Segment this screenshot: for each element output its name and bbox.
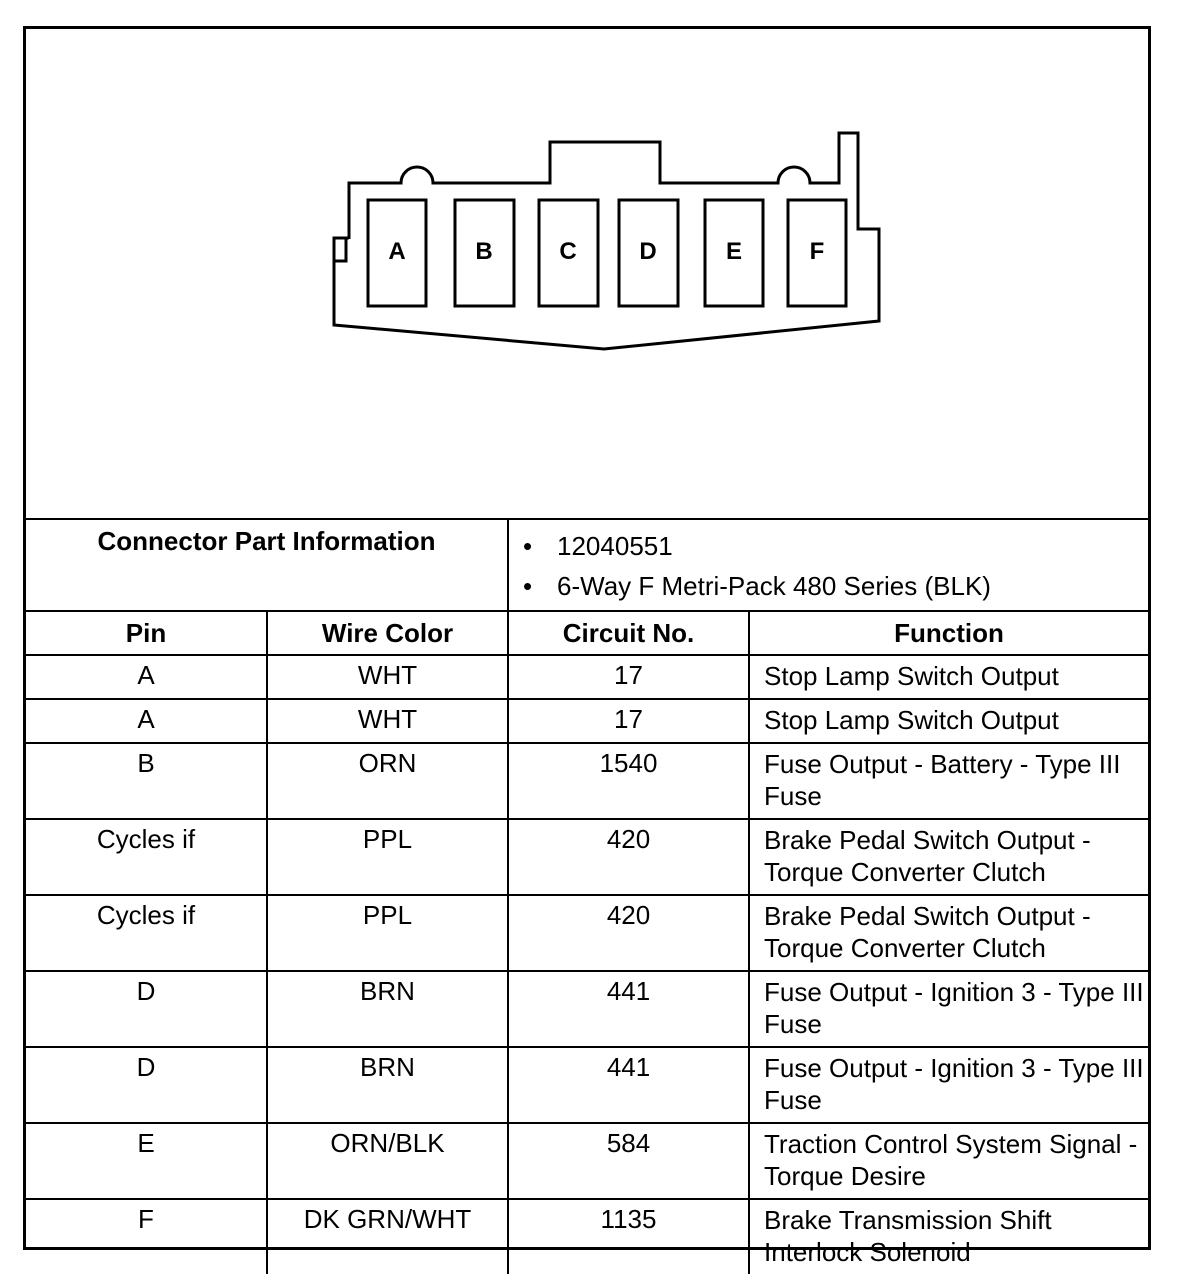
cell-pin: D bbox=[26, 971, 267, 1047]
pin-label-a: A bbox=[388, 238, 406, 265]
cell-wire-color: ORN/BLK bbox=[267, 1123, 508, 1199]
cell-function: Brake Transmission Shift Interlock Solenoid bbox=[749, 1199, 1148, 1274]
cell-wire-color: PPL bbox=[267, 819, 508, 895]
table-row bbox=[26, 655, 1148, 699]
header-row bbox=[26, 611, 1148, 655]
pin-label-c: C bbox=[559, 238, 577, 265]
cell-pin: A bbox=[26, 699, 267, 743]
cell-pin: Cycles if bbox=[26, 895, 267, 971]
header-pin: Pin bbox=[26, 611, 267, 655]
cell-circuit: 17 bbox=[508, 699, 749, 743]
part-info-label: Connector Part Information bbox=[26, 519, 508, 611]
pin-label-b: B bbox=[475, 238, 493, 265]
pin-label-d: D bbox=[639, 238, 657, 265]
cell-function: Stop Lamp Switch Output bbox=[749, 699, 1148, 743]
part-info-list bbox=[508, 519, 1148, 611]
cell-function: Brake Pedal Switch Output - Torque Converter Clutch bbox=[749, 819, 1148, 895]
connector-document bbox=[23, 26, 1151, 1267]
table-row bbox=[26, 895, 1148, 971]
cell-wire-color: ORN bbox=[267, 743, 508, 819]
table-row bbox=[26, 699, 1148, 743]
table-row bbox=[26, 1123, 1148, 1199]
cell-function: Stop Lamp Switch Output bbox=[749, 655, 1148, 699]
table-row bbox=[26, 1199, 1148, 1274]
cell-wire-color: BRN bbox=[267, 1047, 508, 1123]
header-function: Function bbox=[749, 611, 1148, 655]
cell-wire-color: DK GRN/WHT bbox=[267, 1199, 508, 1274]
cell-function: Fuse Output - Ignition 3 - Type III Fuse bbox=[749, 1047, 1148, 1123]
cell-circuit: 17 bbox=[508, 655, 749, 699]
cell-pin: Cycles if bbox=[26, 819, 267, 895]
connector-latch bbox=[334, 238, 346, 261]
cell-pin: E bbox=[26, 1123, 267, 1199]
cell-circuit: 1135 bbox=[508, 1199, 749, 1274]
connector-diagram bbox=[26, 29, 1148, 518]
cell-wire-color: PPL bbox=[267, 895, 508, 971]
cell-function: Traction Control System Signal - Torque Desire bbox=[749, 1123, 1148, 1199]
cell-function: Brake Pedal Switch Output - Torque Converter Clutch bbox=[749, 895, 1148, 971]
table-row bbox=[26, 1047, 1148, 1123]
cell-pin: F bbox=[26, 1199, 267, 1274]
cell-circuit: 420 bbox=[508, 895, 749, 971]
table-row bbox=[26, 971, 1148, 1047]
cell-function: Fuse Output - Battery - Type III Fuse bbox=[749, 743, 1148, 819]
cell-pin: D bbox=[26, 1047, 267, 1123]
cell-circuit: 441 bbox=[508, 971, 749, 1047]
cell-circuit: 441 bbox=[508, 1047, 749, 1123]
pin-label-f: F bbox=[809, 238, 825, 265]
cell-wire-color: WHT bbox=[267, 655, 508, 699]
cell-wire-color: WHT bbox=[267, 699, 508, 743]
part-info-row bbox=[26, 519, 1148, 611]
cell-pin: B bbox=[26, 743, 267, 819]
cell-function: Fuse Output - Ignition 3 - Type III Fuse bbox=[749, 971, 1148, 1047]
header-wire-color: Wire Color bbox=[267, 611, 508, 655]
header-circuit-no: Circuit No. bbox=[508, 611, 749, 655]
table-row bbox=[26, 743, 1148, 819]
cell-wire-color: BRN bbox=[267, 971, 508, 1047]
cell-pin: A bbox=[26, 655, 267, 699]
pin-label-e: E bbox=[725, 238, 743, 265]
part-info-item: • 12040551 bbox=[523, 531, 673, 561]
pinout-table bbox=[26, 518, 1148, 1274]
cell-circuit: 584 bbox=[508, 1123, 749, 1199]
part-info-item: • 6-Way F Metri-Pack 480 Series (BLK) bbox=[523, 571, 991, 601]
connector-face-drawing bbox=[26, 29, 1148, 518]
cell-circuit: 420 bbox=[508, 819, 749, 895]
table-row bbox=[26, 819, 1148, 895]
cell-circuit: 1540 bbox=[508, 743, 749, 819]
